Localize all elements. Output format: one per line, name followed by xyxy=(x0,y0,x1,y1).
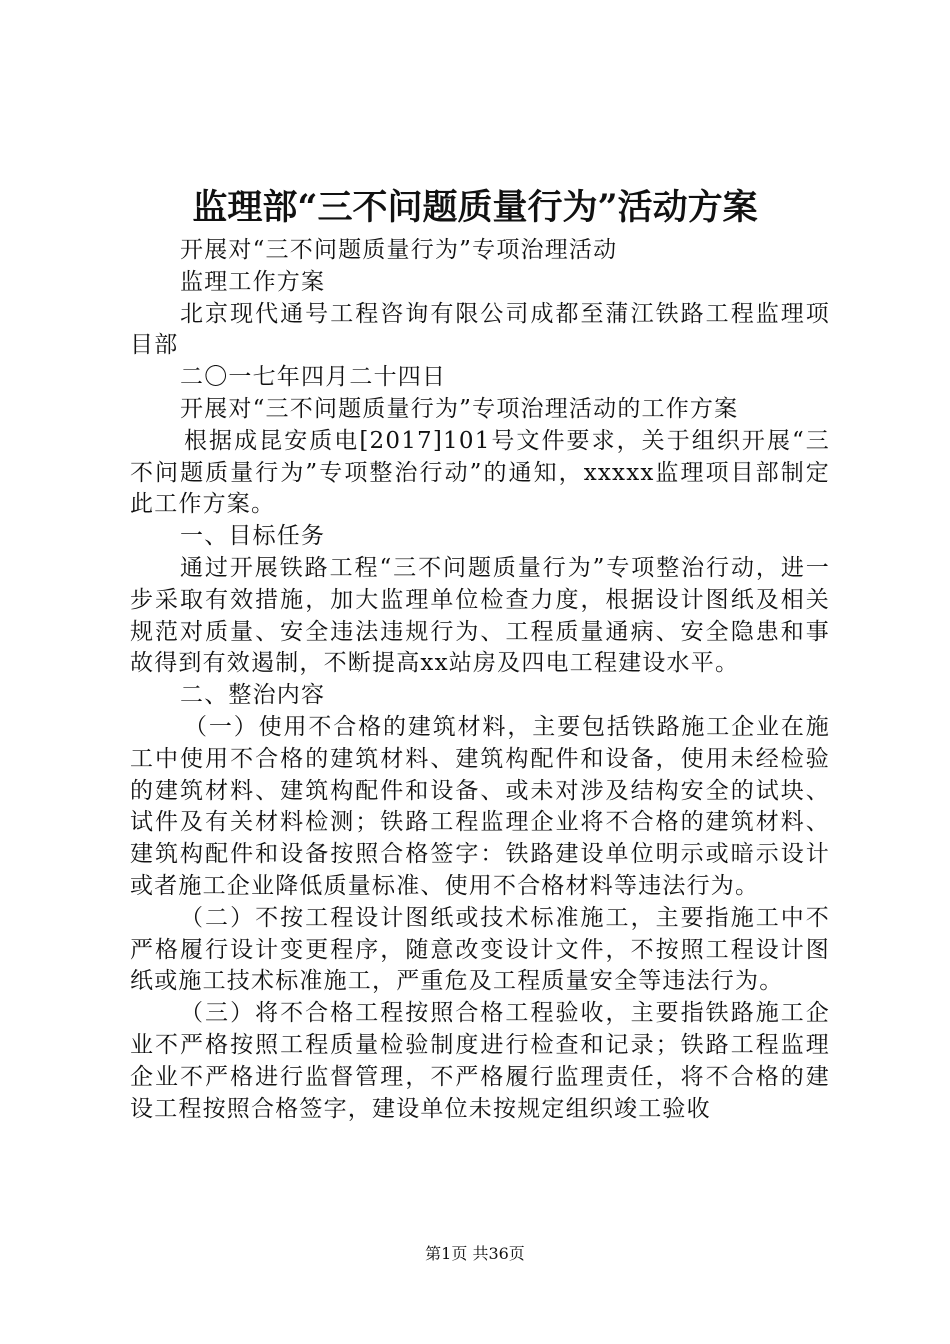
paragraph-organization: 北京现代通号工程咨询有限公司成都至蒲江铁路工程监理项目部 xyxy=(130,300,830,359)
paragraph-date: 二〇一七年四月二十四日 xyxy=(180,364,447,391)
paragraph-goals: 通过开展铁路工程“三不问题质量行为”专项整治行动，进一步采取有效措施，加大监理单位检查力度，根据设计图纸及相关规范对质量、安全违法违规行为、工程质量通病、安全隐患和事故得到有效遏制，不断提高xx站房及四电工程建设水平。 xyxy=(130,554,830,677)
paragraph-plan-heading: 监理工作方案 xyxy=(180,268,326,295)
page-footer: 第1页 共36页 xyxy=(425,1244,525,1263)
paragraph-item-2: （二）不按工程设计图纸或技术标准施工，主要指施工中不严格履行设计变更程序，随意改变设计文件，不按照工程设计图纸或施工技术标准施工，严重危及工程质量安全等违法行为。 xyxy=(130,904,830,995)
paragraph-basis: 根据成昆安质电[2017]101号文件要求，关于组织开展“三不问题质量行为”专项整治行动”的通知，xxxxx监理项目部制定此工作方案。 xyxy=(130,427,830,518)
paragraph-item-1: （一）使用不合格的建筑材料，主要包括铁路施工企业在施工中使用不合格的建筑材料、建筑构配件和设备，使用未经检验的建筑材料、建筑构配件和设备、或未对涉及结构安全的试块、试件及有关材料检测；铁路工程监理企业将不合格的建筑材料、建筑构配件和设备按照合格签字：铁路建设单位明示或暗示设计或者施工企业降低质量标准、使用不合格材料等违法行为。 xyxy=(130,713,830,899)
paragraph-item-3: （三）将不合格工程按照合格工程验收，主要指铁路施工企业不严格按照工程质量检验制度进行检查和记录；铁路工程监理企业不严格进行监督管理，不严格履行监理责任，将不合格的建设工程按照合格签字，建设单位未按规定组织竣工验收 xyxy=(130,1000,830,1122)
document-body xyxy=(130,235,830,1125)
document-title: 监理部“三不问题质量行为”活动方案 xyxy=(192,187,758,228)
paragraph-activity-heading: 开展对“三不问题质量行为”专项治理活动 xyxy=(180,237,618,263)
section-heading-content: 二、整治内容 xyxy=(180,682,326,709)
section-heading-goals: 一、目标任务 xyxy=(180,523,326,550)
paragraph-plan-title: 开展对“三不问题质量行为”专项治理活动的工作方案 xyxy=(180,395,739,422)
